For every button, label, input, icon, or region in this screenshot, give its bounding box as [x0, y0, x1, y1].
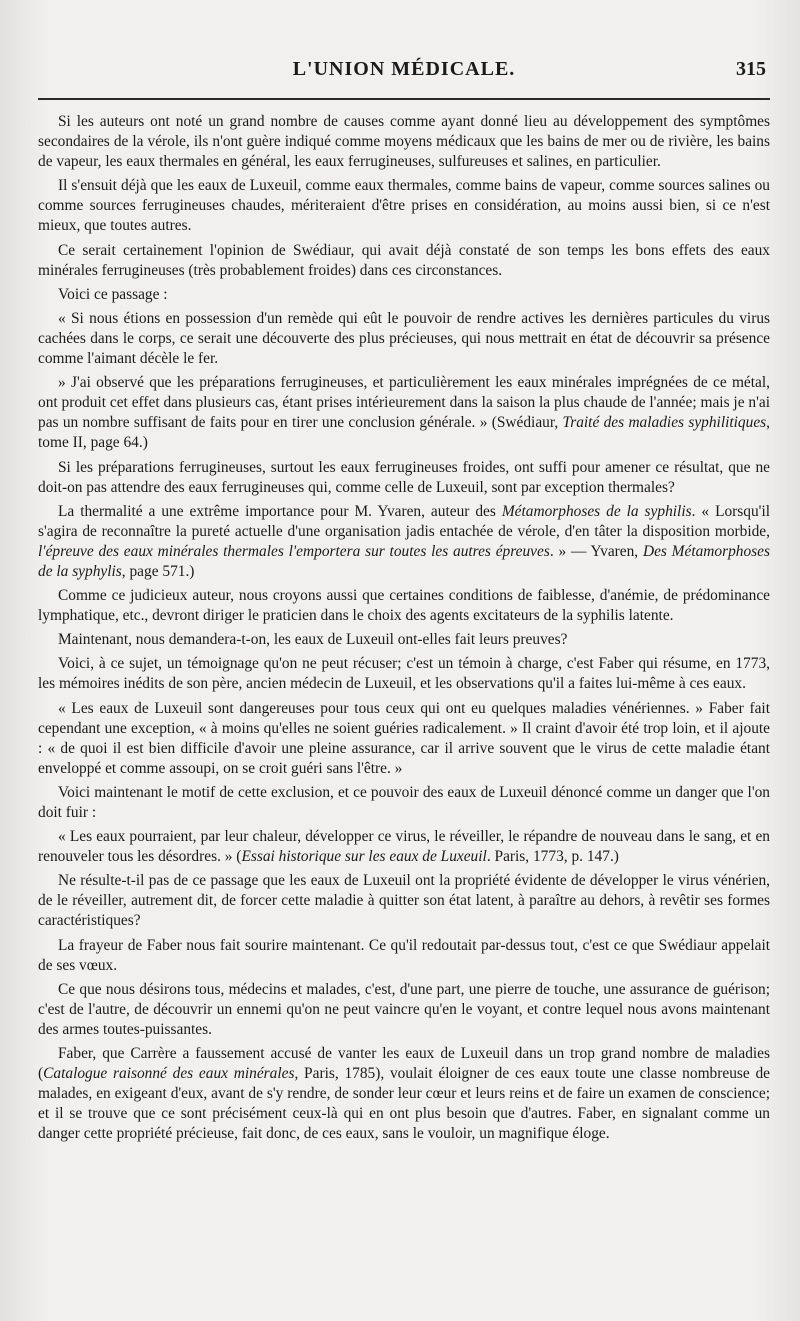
paragraph — [38, 1044, 770, 1144]
text-run: « Les eaux pourraient, par leur chaleur, développer ce virus, le réveiller, le répandre de nouveau dans le sang, et en renouveler tous les désordres. » ( — [38, 828, 770, 866]
header-rule — [38, 98, 770, 100]
paragraph — [38, 285, 770, 305]
paragraph — [38, 309, 770, 369]
paragraph — [38, 458, 770, 498]
paragraph — [38, 871, 770, 931]
text-run: Maintenant, nous demandera-t-on, les eaux de Luxeuil ont-elles fait leurs preuves? — [58, 631, 568, 649]
text-run: Comme ce judicieux auteur, nous croyons aussi que certaines conditions de faiblesse, d'anémie, de prédominance lymphatique, etc., devront diriger le praticien dans le choix des agents excitateurs de la syphilis latente. — [38, 587, 770, 625]
text-run: « Les eaux de Luxeuil sont dangereuses pour tous ceux qui ont eu quelques maladies vénériennes. » Faber fait cependant une exception, « à moins qu'elles ne soient guéries radicalement. » Il craint d'avoir été trop loin, et il ajoute : « de quoi il est bien difficile d'avoir une pleine assurance, car il arrive souvent que le virus de cette maladie étant enveloppé et comme assoupi, on se croit guéri sans l'être. » — [38, 699, 770, 777]
italic-citation: Catalogue raisonné des eaux minérales — [43, 1065, 295, 1083]
text-run: . Paris, 1773, p. 147.) — [486, 848, 619, 866]
text-run: Voici maintenant le motif de cette exclusion, et ce pouvoir des eaux de Luxeuil dénoncé comme un danger que l'on doit fuir : — [38, 783, 770, 821]
paragraph — [38, 699, 770, 779]
text-run: Voici, à ce sujet, un témoignage qu'on ne peut récuser; c'est un témoin à charge, c'est Faber qui résume, en 1773, les mémoires inédits de son père, ancien médecin de Luxeuil, et les observations qu'il a faites lui-même à ces eaux. — [38, 655, 770, 693]
paragraph — [38, 586, 770, 626]
journal-title: L'UNION MÉDICALE. — [292, 58, 516, 80]
text-run: . » — Yvaren, — [549, 542, 643, 560]
page-number: 315 — [736, 58, 766, 80]
italic-citation: Des Métamorphoses de la syphylis — [38, 542, 770, 580]
text-run: Ce serait certainement l'opinion de Swédiaur, qui avait déjà constaté de son temps les bons effets des eaux minérales ferrugineuses (très probablement froides) dans ces circonstances. — [38, 241, 770, 279]
article-body — [38, 112, 770, 1145]
running-header — [38, 58, 770, 98]
paragraph — [38, 373, 770, 453]
paragraph — [38, 112, 770, 172]
paragraph — [38, 936, 770, 976]
italic-citation: l'épreuve des eaux minérales thermales l'emportera sur toutes les autres épreuves — [38, 542, 550, 560]
text-run: Ne résulte-t-il pas de ce passage que les eaux de Luxeuil ont la propriété évidente de développer le virus vénérien, de le réveiller, autrement dit, de forcer cette maladie à quitter son état latent, à paraître au dehors, à revêtir ses formes caractéristiques? — [38, 872, 770, 930]
text-run: , Paris, 1785), voulait éloigner de ces eaux toute une classe nombreuse de malades, en exigeant d'eux, avant de s'y rendre, de sonder leur cœur et leurs reins et de faire un examen de conscience; et il se trouve que ce sont précisément ceux-là qui en ont plus besoin que d'autres. Faber, en signalant comme un danger cette propriété précieuse, fait donc, de ces eaux, sans le vouloir, un magnifique éloge. — [38, 1065, 771, 1143]
italic-citation: Traité des maladies syphilitiques — [562, 414, 767, 432]
text-run: La frayeur de Faber nous fait sourire maintenant. Ce qu'il redoutait par-dessus tout, c'est ce que Swédiaur appelait de ses vœux. — [38, 936, 770, 974]
text-run: Ce que nous désirons tous, médecins et malades, c'est, d'une part, une pierre de touche, une assurance de guérison; c'est de l'autre, de découvrir un ennemi qu'on ne peut vaincre qu'en le voyant, et contre lequel nous avons maintenant des armes toutes-puissantes. — [38, 980, 770, 1038]
text-run: , tome II, page 64.) — [38, 414, 770, 452]
paragraph — [38, 827, 770, 867]
text-run: Il s'ensuit déjà que les eaux de Luxeuil, comme eaux thermales, comme bains de vapeur, comme sources salines ou comme sources ferrugineuses chaudes, mériteraient d'être prises en considération, au moins aussi bien, si ce n'est mieux, que toutes autres. — [38, 177, 770, 235]
text-run: Faber, que Carrère a faussement accusé de vanter les eaux de Luxeuil dans un trop grand nombre de maladies ( — [38, 1045, 770, 1083]
paragraph — [38, 241, 770, 281]
italic-citation: Métamorphoses de la syphilis — [501, 502, 692, 520]
paragraph — [38, 654, 770, 694]
paragraph — [38, 980, 770, 1040]
text-run: Si les préparations ferrugineuses, surtout les eaux ferrugineuses froides, ont suffi pour amener ce résultat, que ne doit-on pas attendre des eaux ferrugineuses qui, comme celle de Luxeuil, sont par exception thermales? — [38, 458, 770, 496]
text-run: La thermalité a une extrême importance pour M. Yvaren, auteur des — [58, 502, 502, 520]
paragraph — [38, 630, 770, 650]
text-run: Si les auteurs ont noté un grand nombre de causes comme ayant donné lieu au développement des symptômes secondaires de la vérole, ils n'ont guère indiqué comme moyens médicaux que les bains de mer ou de rivière, les bains de vapeur, les eaux thermales en général, les eaux ferrugineuses, sulfureuses et salines, en particulier. — [38, 113, 770, 171]
paragraph — [38, 502, 770, 582]
text-run: » J'ai observé que les préparations ferrugineuses, et particulièrement les eaux minérales imprégnées de ce métal, ont produit cet effet dans plusieurs cas, étant prises intérieurement dans la saison la plus chaude de l'année; mais je n'ai pas un nombre suffisant de faits pour en tirer une conclusion générale. » (Swédiaur, — [38, 374, 770, 432]
text-run: « Si nous étions en possession d'un remède qui eût le pouvoir de rendre actives les dernières particules du virus cachées dans le corps, ce serait une découverte des plus précieuses, qui nous mettrait en état de découvrir sa présence comme l'aimant décèle le fer. — [38, 309, 770, 368]
paragraph — [38, 176, 770, 236]
text-run: . « Lorsqu'il s'agira de reconnaître la pureté actuelle d'une organisation jadis entachée de vérole, d'en tâter la disposition morbide, — [38, 502, 770, 540]
paragraph — [38, 783, 770, 823]
text-run: , page 571.) — [121, 562, 195, 580]
text-run: Voici ce passage : — [58, 285, 168, 303]
italic-citation: Essai historique sur les eaux de Luxeuil — [241, 848, 487, 866]
